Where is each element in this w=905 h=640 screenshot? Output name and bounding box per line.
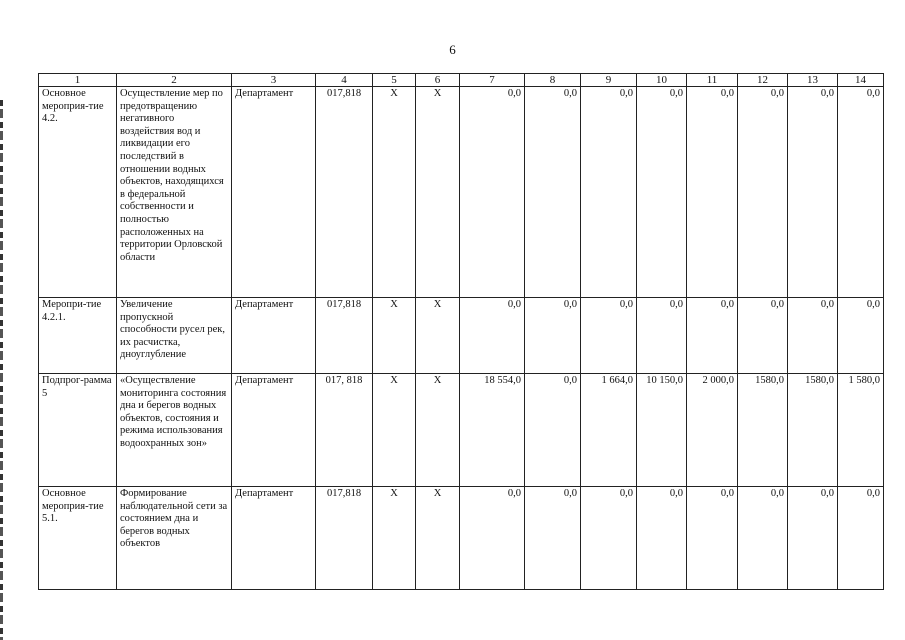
budget-code: 017, 818 (316, 374, 373, 487)
table-cell: X (416, 298, 460, 374)
amount-cell: 0,0 (460, 87, 525, 298)
column-header: 11 (687, 74, 738, 87)
column-header: 3 (232, 74, 316, 87)
amount-cell: 0,0 (838, 487, 884, 590)
amount-cell: 0,0 (738, 298, 788, 374)
amount-cell: 0,0 (788, 487, 838, 590)
amount-cell: 0,0 (637, 87, 687, 298)
amount-cell: 0,0 (581, 87, 637, 298)
table-row (39, 374, 884, 487)
column-header: 10 (637, 74, 687, 87)
table-cell: X (373, 374, 416, 487)
column-header: 2 (117, 74, 232, 87)
program-code: Меропри-тие 4.2.1. (39, 298, 117, 374)
column-header: 13 (788, 74, 838, 87)
budget-code: 017,818 (316, 487, 373, 590)
executor: Департамент (232, 374, 316, 487)
budget-code: 017,818 (316, 87, 373, 298)
executor: Департамент (232, 298, 316, 374)
amount-cell: 10 150,0 (637, 374, 687, 487)
table-cell: X (416, 87, 460, 298)
program-name: Формирование наблюдательной сети за состоянием дна и берегов водных объектов (117, 487, 232, 590)
amount-cell: 1 664,0 (581, 374, 637, 487)
amount-cell: 0,0 (687, 298, 738, 374)
amount-cell: 0,0 (581, 487, 637, 590)
program-code: Основное мероприя-тие 5.1. (39, 487, 117, 590)
column-header: 12 (738, 74, 788, 87)
table-row (39, 298, 884, 374)
table-cell: X (416, 374, 460, 487)
amount-cell: 0,0 (525, 487, 581, 590)
scan-edge-artifact (0, 100, 3, 640)
column-header: 8 (525, 74, 581, 87)
column-header: 7 (460, 74, 525, 87)
program-code: Основное мероприя-тие 4.2. (39, 87, 117, 298)
executor: Департамент (232, 87, 316, 298)
table-cell: X (416, 487, 460, 590)
amount-cell: 0,0 (637, 298, 687, 374)
amount-cell: 18 554,0 (460, 374, 525, 487)
amount-cell: 0,0 (838, 87, 884, 298)
amount-cell: 0,0 (788, 298, 838, 374)
table-cell: X (373, 298, 416, 374)
program-name: Увеличение пропускной способности русел рек, их расчистка, дноуглубление (117, 298, 232, 374)
amount-cell: 0,0 (738, 487, 788, 590)
amount-cell: 0,0 (525, 374, 581, 487)
page-number: 6 (449, 42, 456, 57)
table-row (39, 487, 884, 590)
amount-cell: 0,0 (637, 487, 687, 590)
amount-cell: 0,0 (581, 298, 637, 374)
amount-cell: 2 000,0 (687, 374, 738, 487)
amount-cell: 1580,0 (738, 374, 788, 487)
amount-cell: 0,0 (525, 87, 581, 298)
table-cell: X (373, 87, 416, 298)
budget-table (38, 73, 884, 590)
column-header: 1 (39, 74, 117, 87)
amount-cell: 0,0 (460, 487, 525, 590)
executor: Департамент (232, 487, 316, 590)
program-code: Подпрог-рамма 5 (39, 374, 117, 487)
amount-cell: 0,0 (788, 87, 838, 298)
column-header: 9 (581, 74, 637, 87)
column-header: 6 (416, 74, 460, 87)
amount-cell: 1580,0 (788, 374, 838, 487)
amount-cell: 0,0 (838, 298, 884, 374)
column-header: 5 (373, 74, 416, 87)
budget-code: 017,818 (316, 298, 373, 374)
program-name: Осуществление мер по предотвращению негативного воздействия вод и ликвидации его последствий в отношении водных объектов, находящихся в федеральной собственности и полностью расположенных на территории Орловской области (117, 87, 232, 298)
column-header: 4 (316, 74, 373, 87)
amount-cell: 0,0 (460, 298, 525, 374)
amount-cell: 0,0 (738, 87, 788, 298)
header-row (39, 74, 884, 87)
amount-cell: 1 580,0 (838, 374, 884, 487)
amount-cell: 0,0 (687, 87, 738, 298)
amount-cell: 0,0 (687, 487, 738, 590)
table-cell: X (373, 487, 416, 590)
column-header: 14 (838, 74, 884, 87)
program-name: «Осуществление мониторинга состояния дна и берегов водных объектов, состояния и режима использования водоохранных зон» (117, 374, 232, 487)
table-row (39, 87, 884, 298)
amount-cell: 0,0 (525, 298, 581, 374)
